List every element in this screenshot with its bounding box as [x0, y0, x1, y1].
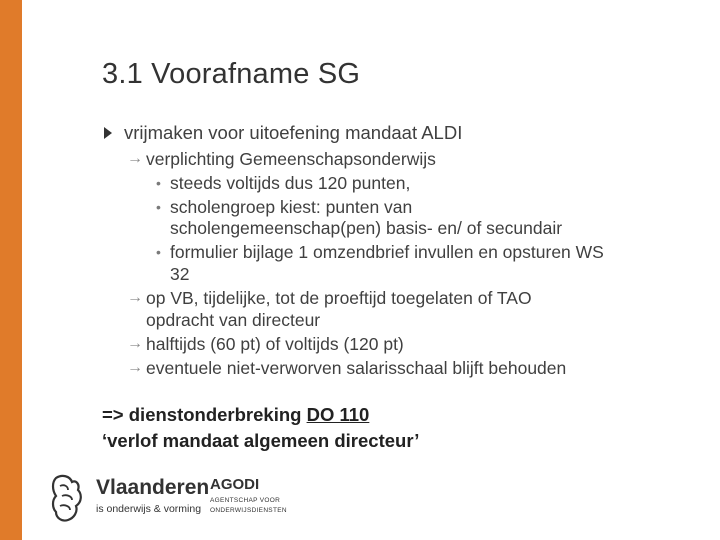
item-sub2-line1: scholengroep kiest: punten van	[170, 197, 413, 217]
item-halftijds: halftijds (60 pt) of voltijds (120 pt)	[146, 334, 404, 354]
item-sub3-line2: 32	[170, 264, 190, 284]
do110-link[interactable]: DO 110	[306, 404, 370, 425]
item-opvb-line1: op VB, tijdelijke, tot de proeftijd toegelaten of TAO	[146, 288, 532, 308]
bullet-dot-icon: •	[156, 244, 161, 260]
item-sub2-line2: scholengemeenschap(pen) basis- en/ of secundair	[170, 218, 563, 238]
arrow-icon: →	[127, 150, 143, 167]
triangle-bullet-icon	[104, 127, 112, 139]
vlaanderen-logo-subtitle: is onderwijs & vorming	[96, 503, 202, 515]
vlaanderen-lion-icon	[48, 472, 88, 524]
conclusion-line1	[102, 404, 369, 426]
item-eventuele: eventuele niet-verworven salarisschaal blijft behouden	[146, 358, 567, 378]
bullet-dot-icon: •	[156, 199, 161, 215]
agodi-logo-subtitle-2: ONDERWIJSDIENSTEN	[210, 507, 287, 514]
item-verplichting: verplichting Gemeenschapsonderwijs	[146, 149, 436, 169]
bullet-dot-icon: •	[156, 175, 161, 191]
arrow-icon: →	[127, 335, 143, 352]
item-sub1: steeds voltijds dus 120 punten,	[170, 173, 411, 193]
accent-side-bar	[0, 0, 22, 540]
agodi-logo-text: AGODI	[210, 476, 260, 493]
arrow-icon: →	[127, 359, 143, 376]
main-bullet-text: vrijmaken voor uitoefening mandaat ALDI	[124, 122, 463, 143]
item-sub3-line1: formulier bijlage 1 omzendbrief invullen en opsturen WS	[170, 242, 604, 262]
arrow-icon: →	[127, 289, 143, 306]
conclusion-prefix: => dienstonderbreking	[102, 404, 307, 425]
vlaanderen-logo-text: Vlaanderen	[96, 476, 210, 499]
item-opvb-line2: opdracht van directeur	[146, 310, 321, 330]
conclusion-line2: ‘verlof mandaat algemeen directeur’	[102, 430, 420, 451]
slide-title: 3.1 Voorafname SG	[102, 58, 361, 90]
agodi-logo-subtitle-1: AGENTSCHAP VOOR	[210, 497, 281, 504]
footer-logos	[48, 470, 308, 530]
